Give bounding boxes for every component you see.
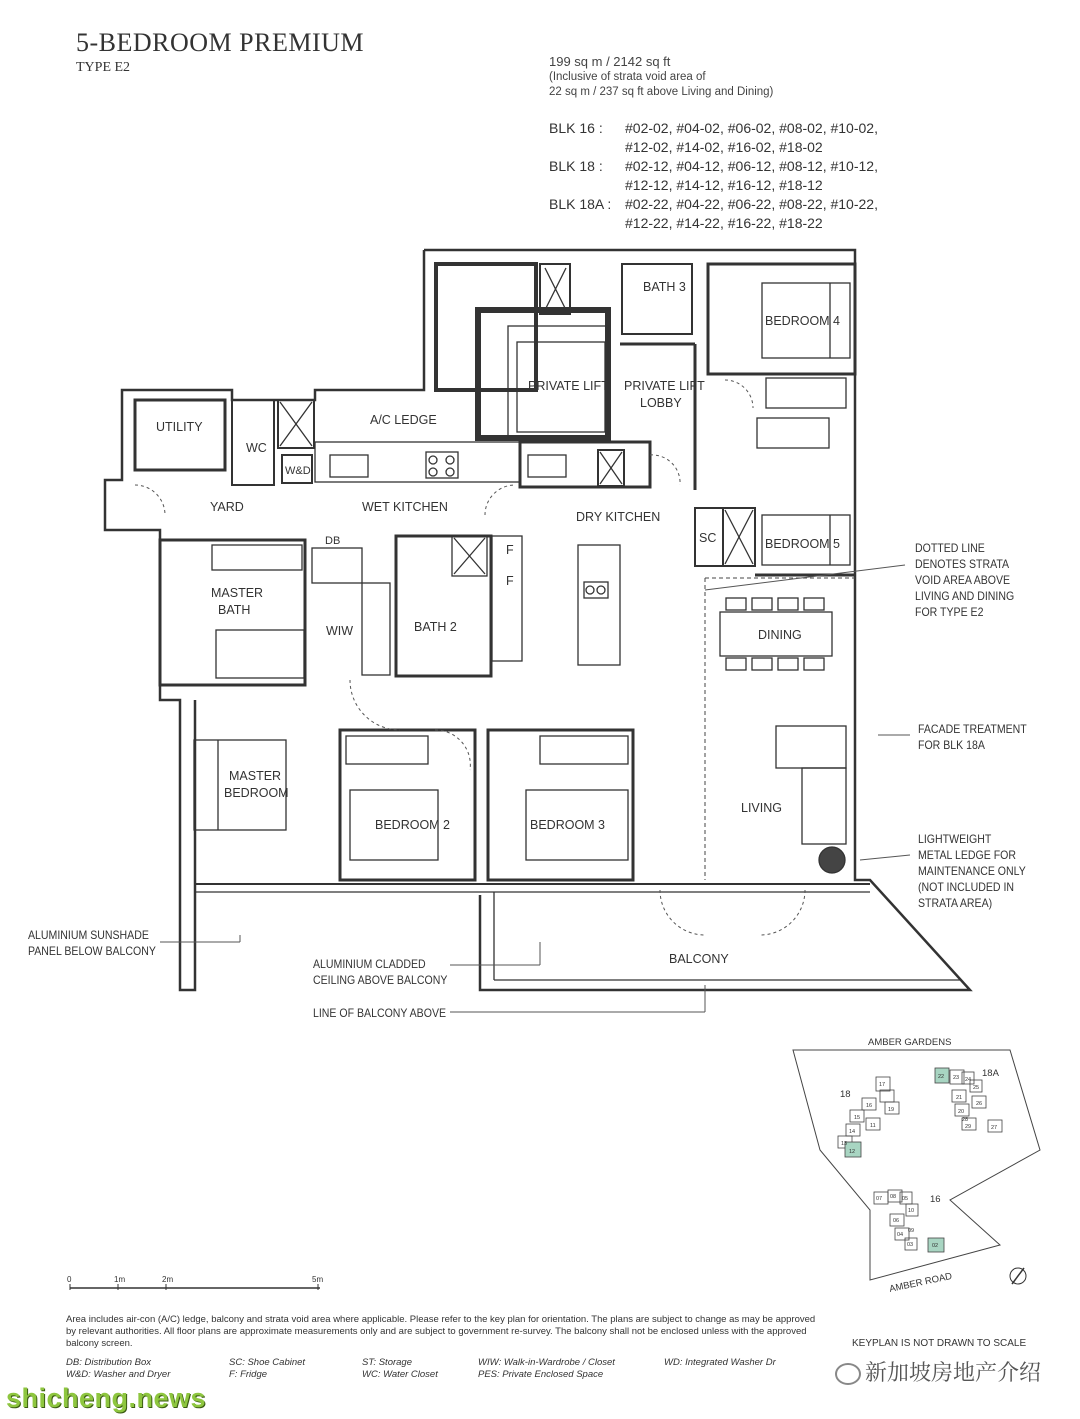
callout-ledge: LIGHTWEIGHT METAL LEDGE FOR MAINTENANCE ONLY (NOT INCLUDED IN STRATA AREA) (918, 832, 1026, 910)
keyplan-note: KEYPLAN IS NOT DRAWN TO SCALE (852, 1338, 1027, 1349)
room-utility: UTILITY (156, 420, 203, 434)
room-bedroom2: BEDROOM 2 (375, 818, 451, 832)
room-dining: DINING (758, 628, 802, 642)
unit-numbers: #12-12, #14-12, #16-12, #18-12 (625, 177, 823, 193)
svg-text:25: 25 (973, 1085, 980, 1091)
keyplan (793, 1037, 1040, 1295)
plan-title: 5-BEDROOM PREMIUM (76, 28, 365, 57)
svg-text:20: 20 (958, 1109, 965, 1115)
svg-text:26: 26 (976, 1101, 983, 1107)
room-fridge-2: F (506, 574, 514, 588)
svg-text:12: 12 (849, 1149, 856, 1155)
plan-type: TYPE E2 (76, 60, 131, 75)
room-wet-kitchen: WET KITCHEN (362, 500, 448, 514)
svg-text:27: 27 (991, 1125, 998, 1131)
keyplan-blocks (838, 1070, 1002, 1250)
svg-text:21: 21 (956, 1095, 963, 1101)
room-ac-ledge: A/C LEDGE (370, 413, 437, 427)
room-fridge-1: F (506, 543, 514, 557)
scale-label-5: 5m (312, 1275, 324, 1284)
keyplan-unit-numbers (841, 1074, 997, 1249)
svg-text:24: 24 (965, 1077, 972, 1083)
svg-text:29: 29 (965, 1124, 972, 1130)
legend-col-3: ST: Storage WC: Water Closet (362, 1357, 438, 1380)
room-db: DB (325, 535, 341, 547)
watermark-wechat-text: 新加坡房地产介绍 (865, 1360, 1042, 1385)
room-yard: YARD (210, 500, 244, 514)
svg-text:07: 07 (876, 1196, 883, 1202)
area-note-line-1: (Inclusive of strata void area of (549, 71, 706, 83)
block-label: BLK 16 : (549, 120, 603, 136)
svg-text:05: 05 (902, 1196, 909, 1202)
svg-text:13: 13 (841, 1141, 848, 1147)
room-master-bedroom-1: MASTER (229, 769, 282, 783)
callout-sunshade: ALUMINIUM SUNSHADE PANEL BELOW BALCONY (28, 928, 156, 958)
room-dry-kitchen: DRY KITCHEN (576, 510, 661, 524)
unit-numbers: #12-22, #14-22, #16-22, #18-22 (625, 215, 823, 231)
svg-text:09: 09 (908, 1228, 915, 1234)
room-wiw: WIW (326, 624, 354, 638)
scale-label-2: 2m (162, 1275, 174, 1284)
room-balcony: BALCONY (669, 952, 729, 966)
legend-col-5: WD: Integrated Washer Dr (664, 1357, 776, 1368)
svg-text:06: 06 (893, 1218, 900, 1224)
room-wc: WC (246, 441, 267, 455)
room-sc: SC (699, 531, 717, 545)
block-label: BLK 18 : (549, 158, 603, 174)
watermark-site: shicheng.news (6, 1383, 207, 1413)
block-label: BLK 18A : (549, 196, 612, 212)
unit-numbers: #02-02, #04-02, #06-02, #08-02, #10-02, (625, 120, 878, 136)
svg-text:03: 03 (907, 1242, 914, 1248)
area-note-line-2: 22 sq m / 237 sq ft above Living and Dining) (549, 86, 774, 98)
callout-facade: FACADE TREATMENT FOR BLK 18A (918, 722, 1027, 752)
legend-col-4: WIW: Walk-in-Wardrobe / Closet PES: Private Enclosed Space (478, 1357, 615, 1380)
keyplan-block-16: 16 (930, 1194, 941, 1205)
disclaimer: Area includes air-con (A/C) ledge, balcony and strata void area where applicable. Please refer to the key plan for orientation. The plans are subject to change as may be approved by relevant authorities. All floor plans are approximate measurements only and are subject to government re-survey. The balcony shall not be enclosed unless with the approved balcony screen. (66, 1314, 816, 1349)
room-master-bath-2: BATH (218, 603, 251, 617)
svg-text:19: 19 (888, 1107, 895, 1113)
callout-balcony-above: LINE OF BALCONY ABOVE (313, 1006, 447, 1020)
plan-walls (105, 250, 970, 990)
svg-text:15: 15 (854, 1115, 861, 1121)
room-wd: W&D (285, 465, 311, 477)
scale-bar (67, 1275, 323, 1290)
room-master-bath-1: MASTER (211, 586, 264, 600)
room-lift-lobby-1: PRIVATE LIFT (624, 379, 705, 393)
room-bath2: BATH 2 (414, 620, 457, 634)
unit-numbers: #12-02, #14-02, #16-02, #18-02 (625, 139, 823, 155)
keyplan-bottom-label: AMBER ROAD (888, 1270, 954, 1295)
svg-text:08: 08 (890, 1194, 897, 1200)
scale-label-0: 0 (67, 1275, 72, 1284)
callout-dotted-line: DOTTED LINE DENOTES STRATA VOID AREA ABOVE LIVING AND DINING FOR TYPE E2 (915, 541, 1015, 619)
svg-text:22: 22 (938, 1074, 945, 1080)
scale-label-1: 1m (114, 1275, 126, 1284)
room-bath3: BATH 3 (643, 280, 686, 294)
svg-text:04: 04 (897, 1232, 904, 1238)
room-master-bedroom-2: BEDROOM (224, 786, 289, 800)
svg-text:28: 28 (962, 1117, 969, 1123)
svg-text:14: 14 (849, 1129, 856, 1135)
keyplan-block-18a: 18A (982, 1068, 999, 1079)
svg-text:02: 02 (932, 1243, 939, 1249)
svg-text:10: 10 (908, 1208, 915, 1214)
keyplan-block-18: 18 (840, 1089, 851, 1100)
callout-ceiling: ALUMINIUM CLADDED CEILING ABOVE BALCONY (313, 957, 448, 987)
room-bedroom3: BEDROOM 3 (530, 818, 606, 832)
room-living: LIVING (741, 801, 782, 815)
legend-col-2: SC: Shoe Cabinet F: Fridge (229, 1357, 306, 1380)
room-lift-lobby-2: LOBBY (640, 396, 682, 410)
room-private-lift: PRIVATE LIFT (528, 379, 609, 393)
svg-text:11: 11 (870, 1123, 876, 1129)
room-bedroom5: BEDROOM 5 (765, 537, 841, 551)
svg-text:23: 23 (953, 1075, 960, 1081)
wechat-icon (835, 1363, 861, 1385)
svg-text:17: 17 (879, 1082, 886, 1088)
watermark-wechat (835, 1356, 1041, 1387)
svg-text:16: 16 (866, 1103, 873, 1109)
legend-col-1: DB: Distribution Box W&D: Washer and Dryer (66, 1357, 171, 1380)
unit-numbers: #02-22, #04-22, #06-22, #08-22, #10-22, (625, 196, 878, 212)
unit-numbers: #02-12, #04-12, #06-12, #08-12, #10-12, (625, 158, 878, 174)
area-size: 199 sq m / 2142 sq ft (549, 54, 671, 69)
room-bedroom4: BEDROOM 4 (765, 314, 841, 328)
keyplan-top-label: AMBER GARDENS (868, 1037, 952, 1048)
